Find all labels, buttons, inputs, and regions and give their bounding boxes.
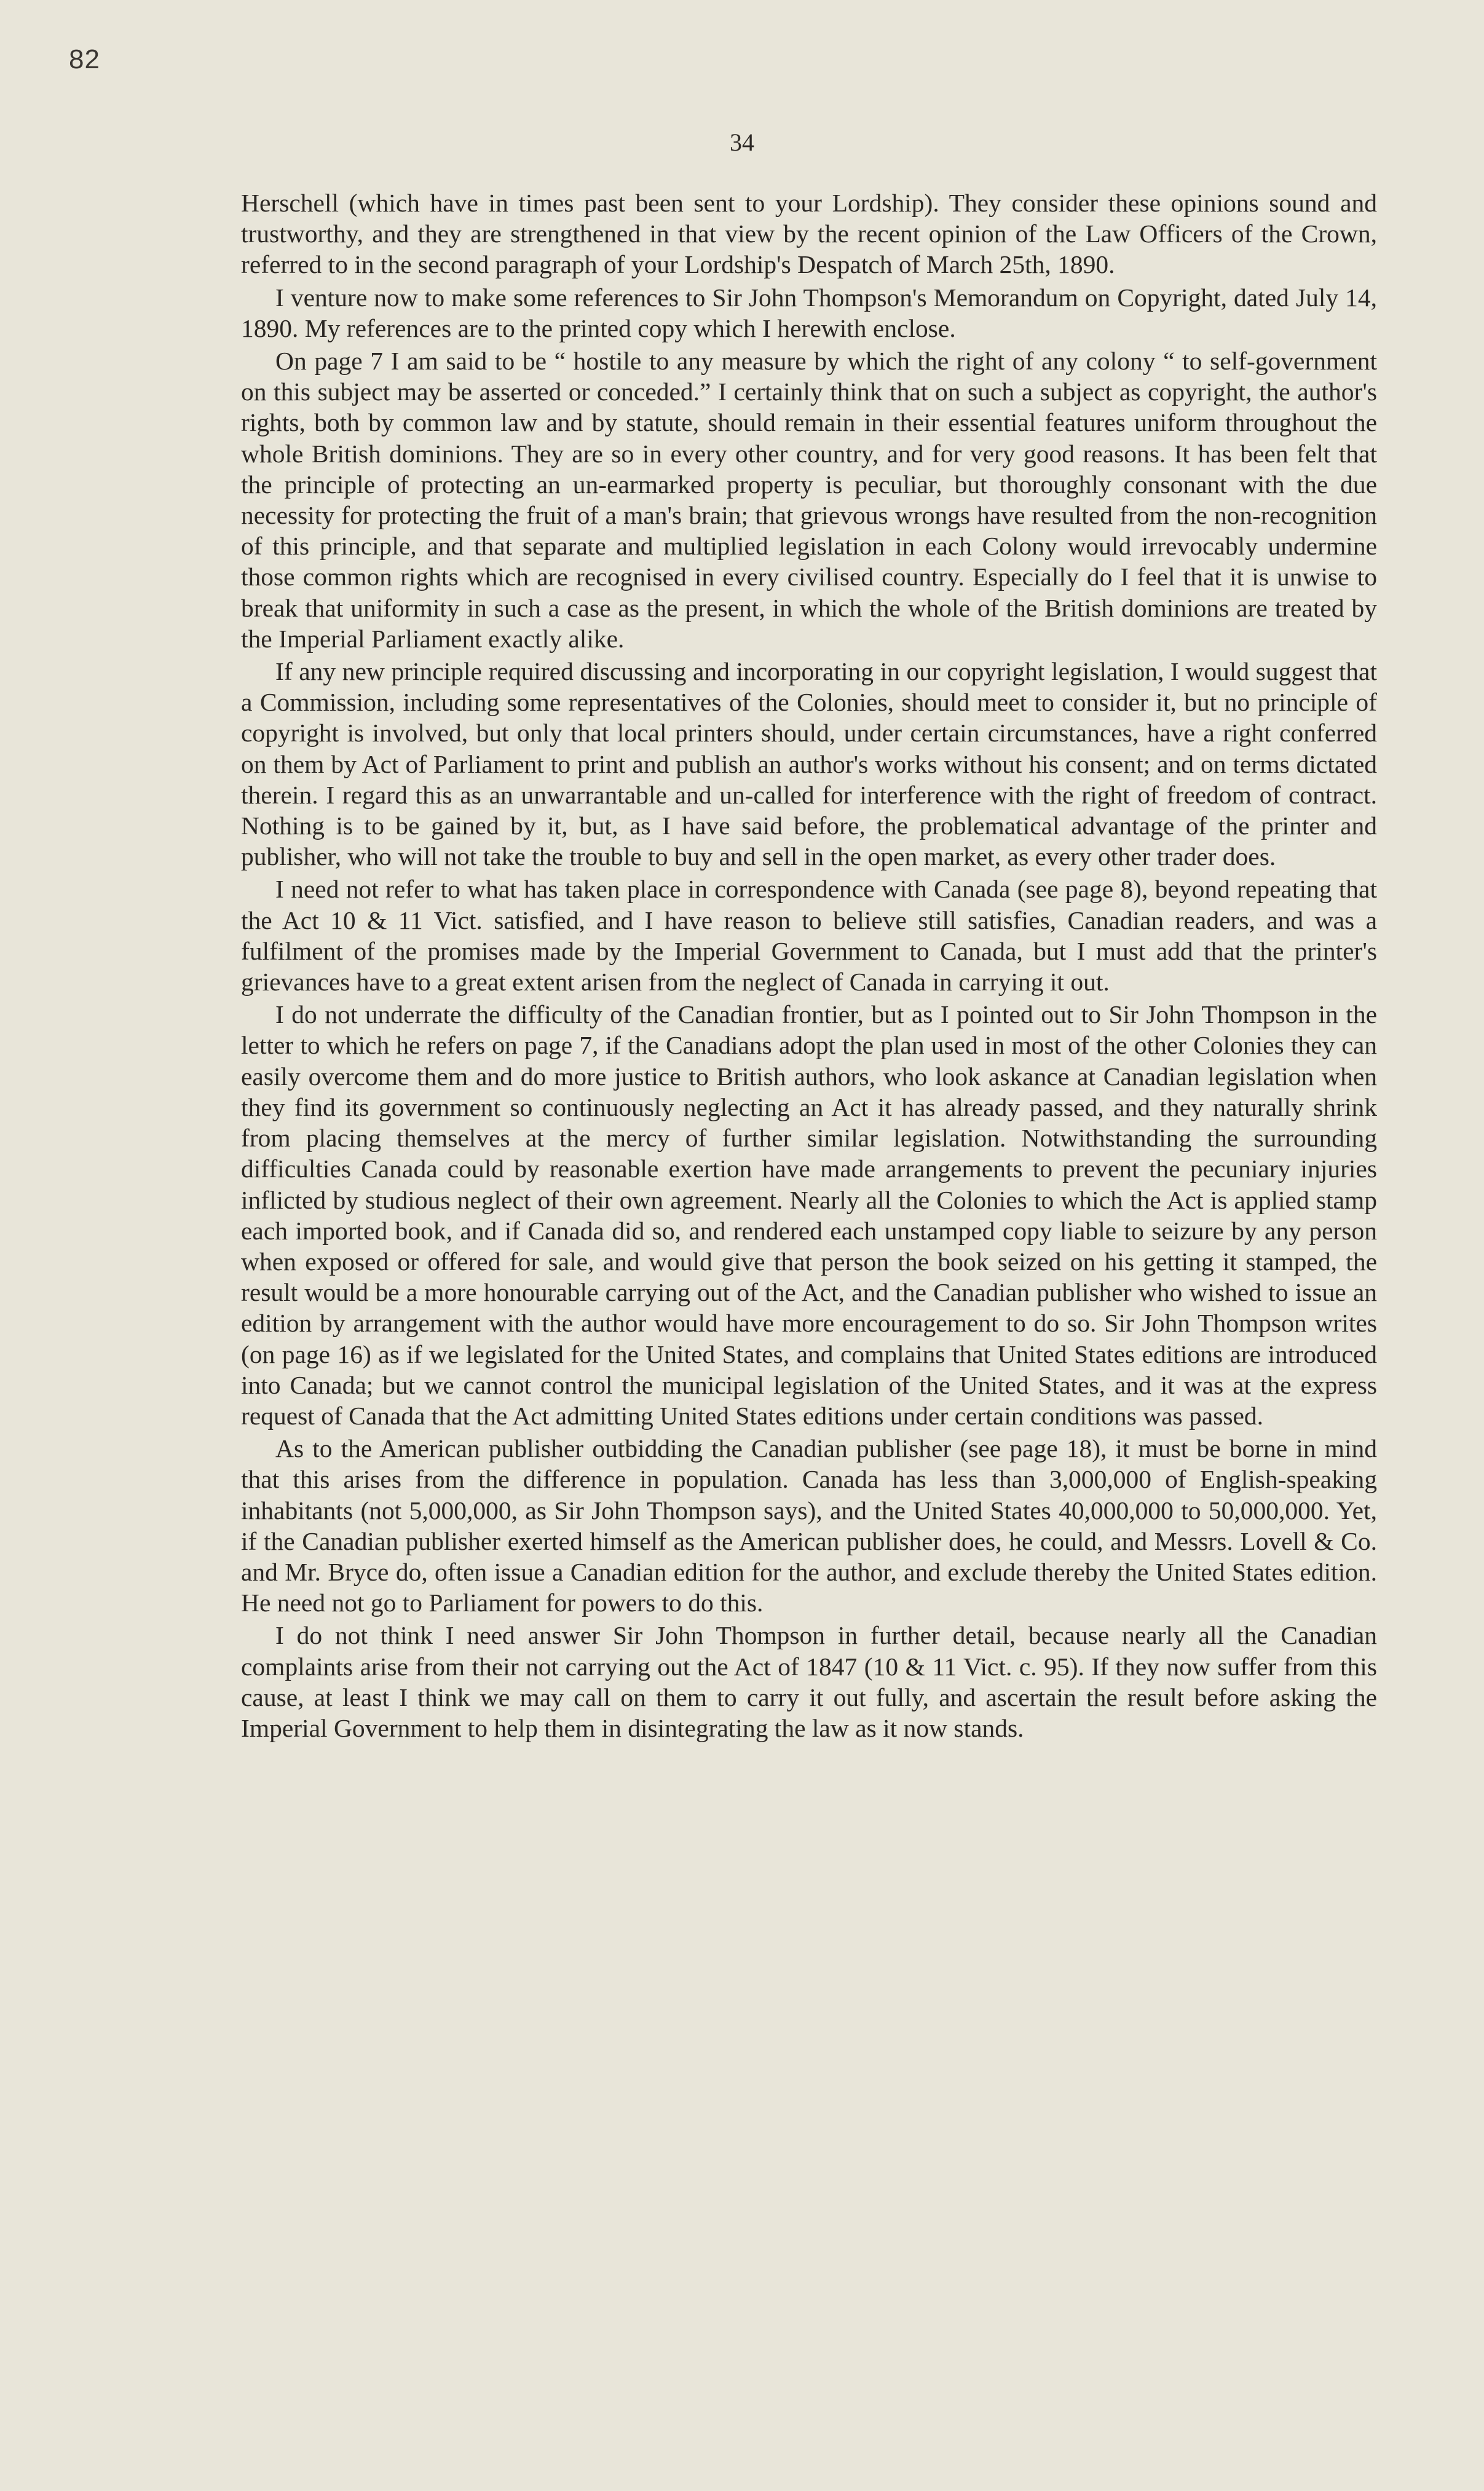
paragraph-3: On page 7 I am said to be “ hostile to any measure by which the right of any colony “ to self-government on this subject may be asserted or conceded.” I certainly think that on such a subject as copyright, the author's rights, both by common law and by statute, should remain in their essential features uniform throughout the whole British dominions. They are so in every other country, and for very good reasons. It has been felt that the principle of protecting an un-earmarked property is peculiar, but thoroughly consonant with the due necessity for protecting the fruit of a man's brain; that grievous wrongs have resulted from the non-recognition of this principle, and that separate and multiplied legislation in each Colony would irrevocably undermine those common rights which are recognised in every civilised country. Especially do I feel that it is unwise to break that uniformity in such a case as the present, in which the whole of the British dominions are treated by the Imperial Parliament exactly alike. (241, 347, 1377, 653)
paragraph-4: If any new principle required discussing and incorporating in our copyright legislation, I would suggest that a Commission, including some representatives of the Colonies, should meet to consider it, but no principle of copyright is involved, but only that local printers should, under certain circumstances, have a right conferred on them by Act of Parliament to print and publish an author's works without his consent; and on terms dictated therein. I regard this as an unwarrantable and un-called for interference with the right of freedom of contract. Nothing is to be gained by it, but, as I have said before, the problematical advantage of the printer and publisher, who will not take the trouble to buy and sell in the open market, as every other trader does. (241, 657, 1377, 871)
paragraph-1: Herschell (which have in times past been sent to your Lordship). They consider these opinions sound and trustworthy, and they are strengthened in that view by the recent opinion of the Law Officers of the Crown, referred to in the second paragraph of your Lordship's Despatch of March 25th, 1890. (241, 189, 1377, 279)
letter-body (241, 188, 1377, 1743)
archive-page-number: 82 (69, 44, 100, 74)
paragraph-5: I need not refer to what has taken place in correspondence with Canada (see page 8), beyond repeating that the Act 10 & 11 Vict. satisfied, and I have reason to believe still satisfies, Canadian readers, and was a fulfilment of the promises made by the Imperial Government to Canada, but I must add that the printer's grievances have to a great extent arisen from the neglect of Canada in carrying it out. (241, 875, 1377, 997)
paragraph-6: I do not underrate the difficulty of the Canadian frontier, but as I pointed out to Sir John Thompson in the letter to which he refers on page 7, if the Canadians adopt the plan used in most of the other Colonies they can easily overcome them and do more justice to British authors, who look askance at Canadian legislation when they find its government so continuously neglecting an Act it has already passed, and they naturally shrink from placing themselves at the mercy of further similar legislation. Notwithstanding the surrounding difficulties Canada could by reasonable exertion have made arrangements to prevent the pecuniary injuries inflicted by studious neglect of their own agreement. Nearly all the Colonies to which the Act is applied stamp each imported book, and if Canada did so, and rendered each unstamped copy liable to seizure by any person when exposed or offered for sale, and would give that person the book seized on his getting it stamped, the result would be a more honourable carrying out of the Act, and the Canadian publisher who wished to issue an edition by arrangement with the author would have more encouragement to do so. Sir John Thompson writes (on page 16) as if we legislated for the United States, and complains that United States editions are introduced into Canada; but we cannot control the municipal legislation of the United States, and it was at the express request of Canada that the Act admitting United States editions under certain conditions was passed. (241, 1000, 1377, 1430)
paragraph-8: I do not think I need answer Sir John Thompson in further detail, because nearly all the Canadian complaints arise from their not carrying out the Act of 1847 (10 & 11 Vict. c. 95). If they now suffer from this cause, at least I think we may call on them to carry it out fully, and ascertain the result before asking the Imperial Government to help them in disintegrating the law as it now stands. (241, 1621, 1377, 1742)
paragraph-7: As to the American publisher outbidding the Canadian publisher (see page 18), it must be borne in mind that this arises from the difference in population. Canada has less than 3,000,000 of English-speaking inhabitants (not 5,000,000, as Sir John Thompson says), and the United States 40,000,000 to 50,000,000. Yet, if the Canadian publisher exerted himself as the American publisher does, he could, and Messrs. Lovell & Co. and Mr. Bryce do, often issue a Canadian edition for the author, and exclude thereby the United States edition. He need not go to Parliament for powers to do this. (241, 1434, 1377, 1617)
paragraph-2: I venture now to make some references to Sir John Thompson's Memorandum on Copyright, dated July 14, 1890. My references are to the printed copy which I herewith enclose. (241, 283, 1377, 342)
page-number: 34 (730, 128, 754, 156)
